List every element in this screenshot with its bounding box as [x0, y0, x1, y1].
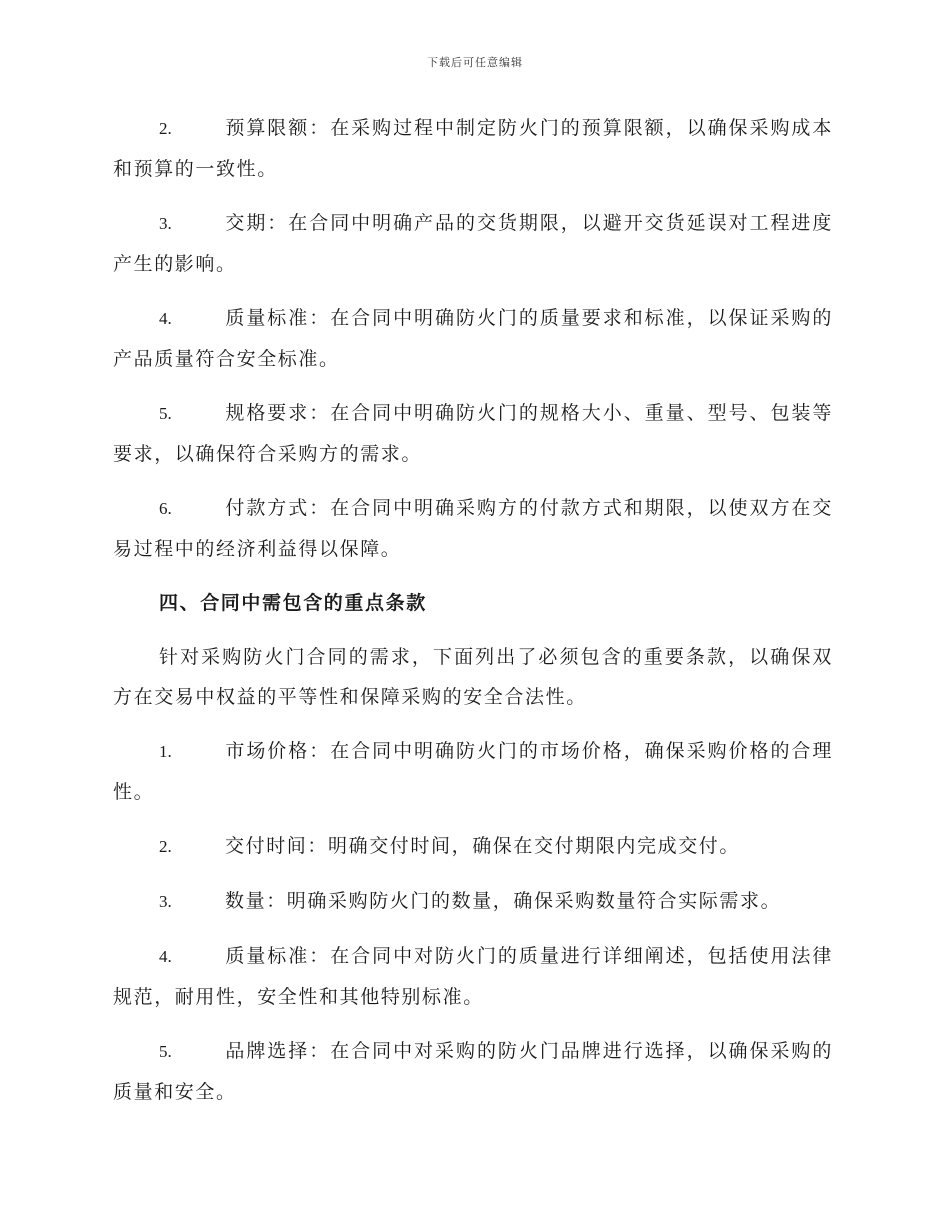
list-item-number: 2.: [159, 837, 172, 856]
list-item: [113, 731, 833, 812]
page-header: 下载后可任意编辑: [427, 56, 523, 69]
list-item-text: 交付时间：明确交付时间，确保在交付期限内完成交付。: [225, 835, 741, 857]
list-item-number: 3.: [159, 892, 172, 911]
list-item: [113, 936, 833, 1017]
list-item-number: 1.: [159, 742, 172, 761]
list-item: [113, 1031, 833, 1112]
list-item: [113, 108, 833, 189]
list-item-number: 4.: [159, 309, 172, 328]
list-item-text: 质量标准：在合同中明确防火门的质量要求和标准，以保证采购的产品质量符合安全标准。: [113, 307, 833, 370]
list-item-number: 6.: [159, 499, 172, 518]
list-item: [113, 881, 833, 922]
list-item: [113, 203, 833, 284]
list-item: [113, 298, 833, 379]
list-item-text: 付款方式：在合同中明确采购方的付款方式和期限，以使双方在交易过程中的经济利益得以保障。: [113, 497, 833, 560]
list-item-text: 市场价格：在合同中明确防火门的市场价格，确保采购价格的合理性。: [113, 740, 833, 803]
list-item-text: 规格要求：在合同中明确防火门的规格大小、重量、型号、包装等要求，以确保符合采购方的需求。: [113, 402, 833, 465]
list-item-number: 5.: [159, 1042, 172, 1061]
list-item-text: 交期：在合同中明确产品的交货期限，以避开交货延误对工程进度产生的影响。: [113, 212, 833, 275]
list-item-text: 质量标准：在合同中对防火门的质量进行详细阐述，包括使用法律规范，耐用性，安全性和其他特别标准。: [113, 945, 833, 1008]
section-heading: 四、合同中需包含的重点条款: [159, 592, 427, 614]
list-item: [113, 826, 833, 867]
intro-paragraph: 针对采购防火门合同的需求，下面列出了必须包含的重要条款，以确保双方在交易中权益的平等性和保障采购的安全合法性。: [113, 646, 833, 708]
list-item-number: 4.: [159, 947, 172, 966]
list-item-text: 数量：明确采购防火门的数量，确保采购数量符合实际需求。: [225, 890, 782, 912]
list-item-text: 品牌选择：在合同中对采购的防火门品牌进行选择，以确保采购的质量和安全。: [113, 1040, 833, 1103]
list-item-number: 3.: [159, 214, 172, 233]
list-item-text: 预算限额：在采购过程中制定防火门的预算限额，以确保采购成本和预算的一致性。: [113, 117, 833, 180]
list-item: [113, 488, 833, 569]
document-body: [113, 108, 833, 1126]
list-item-number: 2.: [159, 119, 172, 138]
list-item-number: 5.: [159, 404, 172, 423]
list-item: [113, 393, 833, 474]
